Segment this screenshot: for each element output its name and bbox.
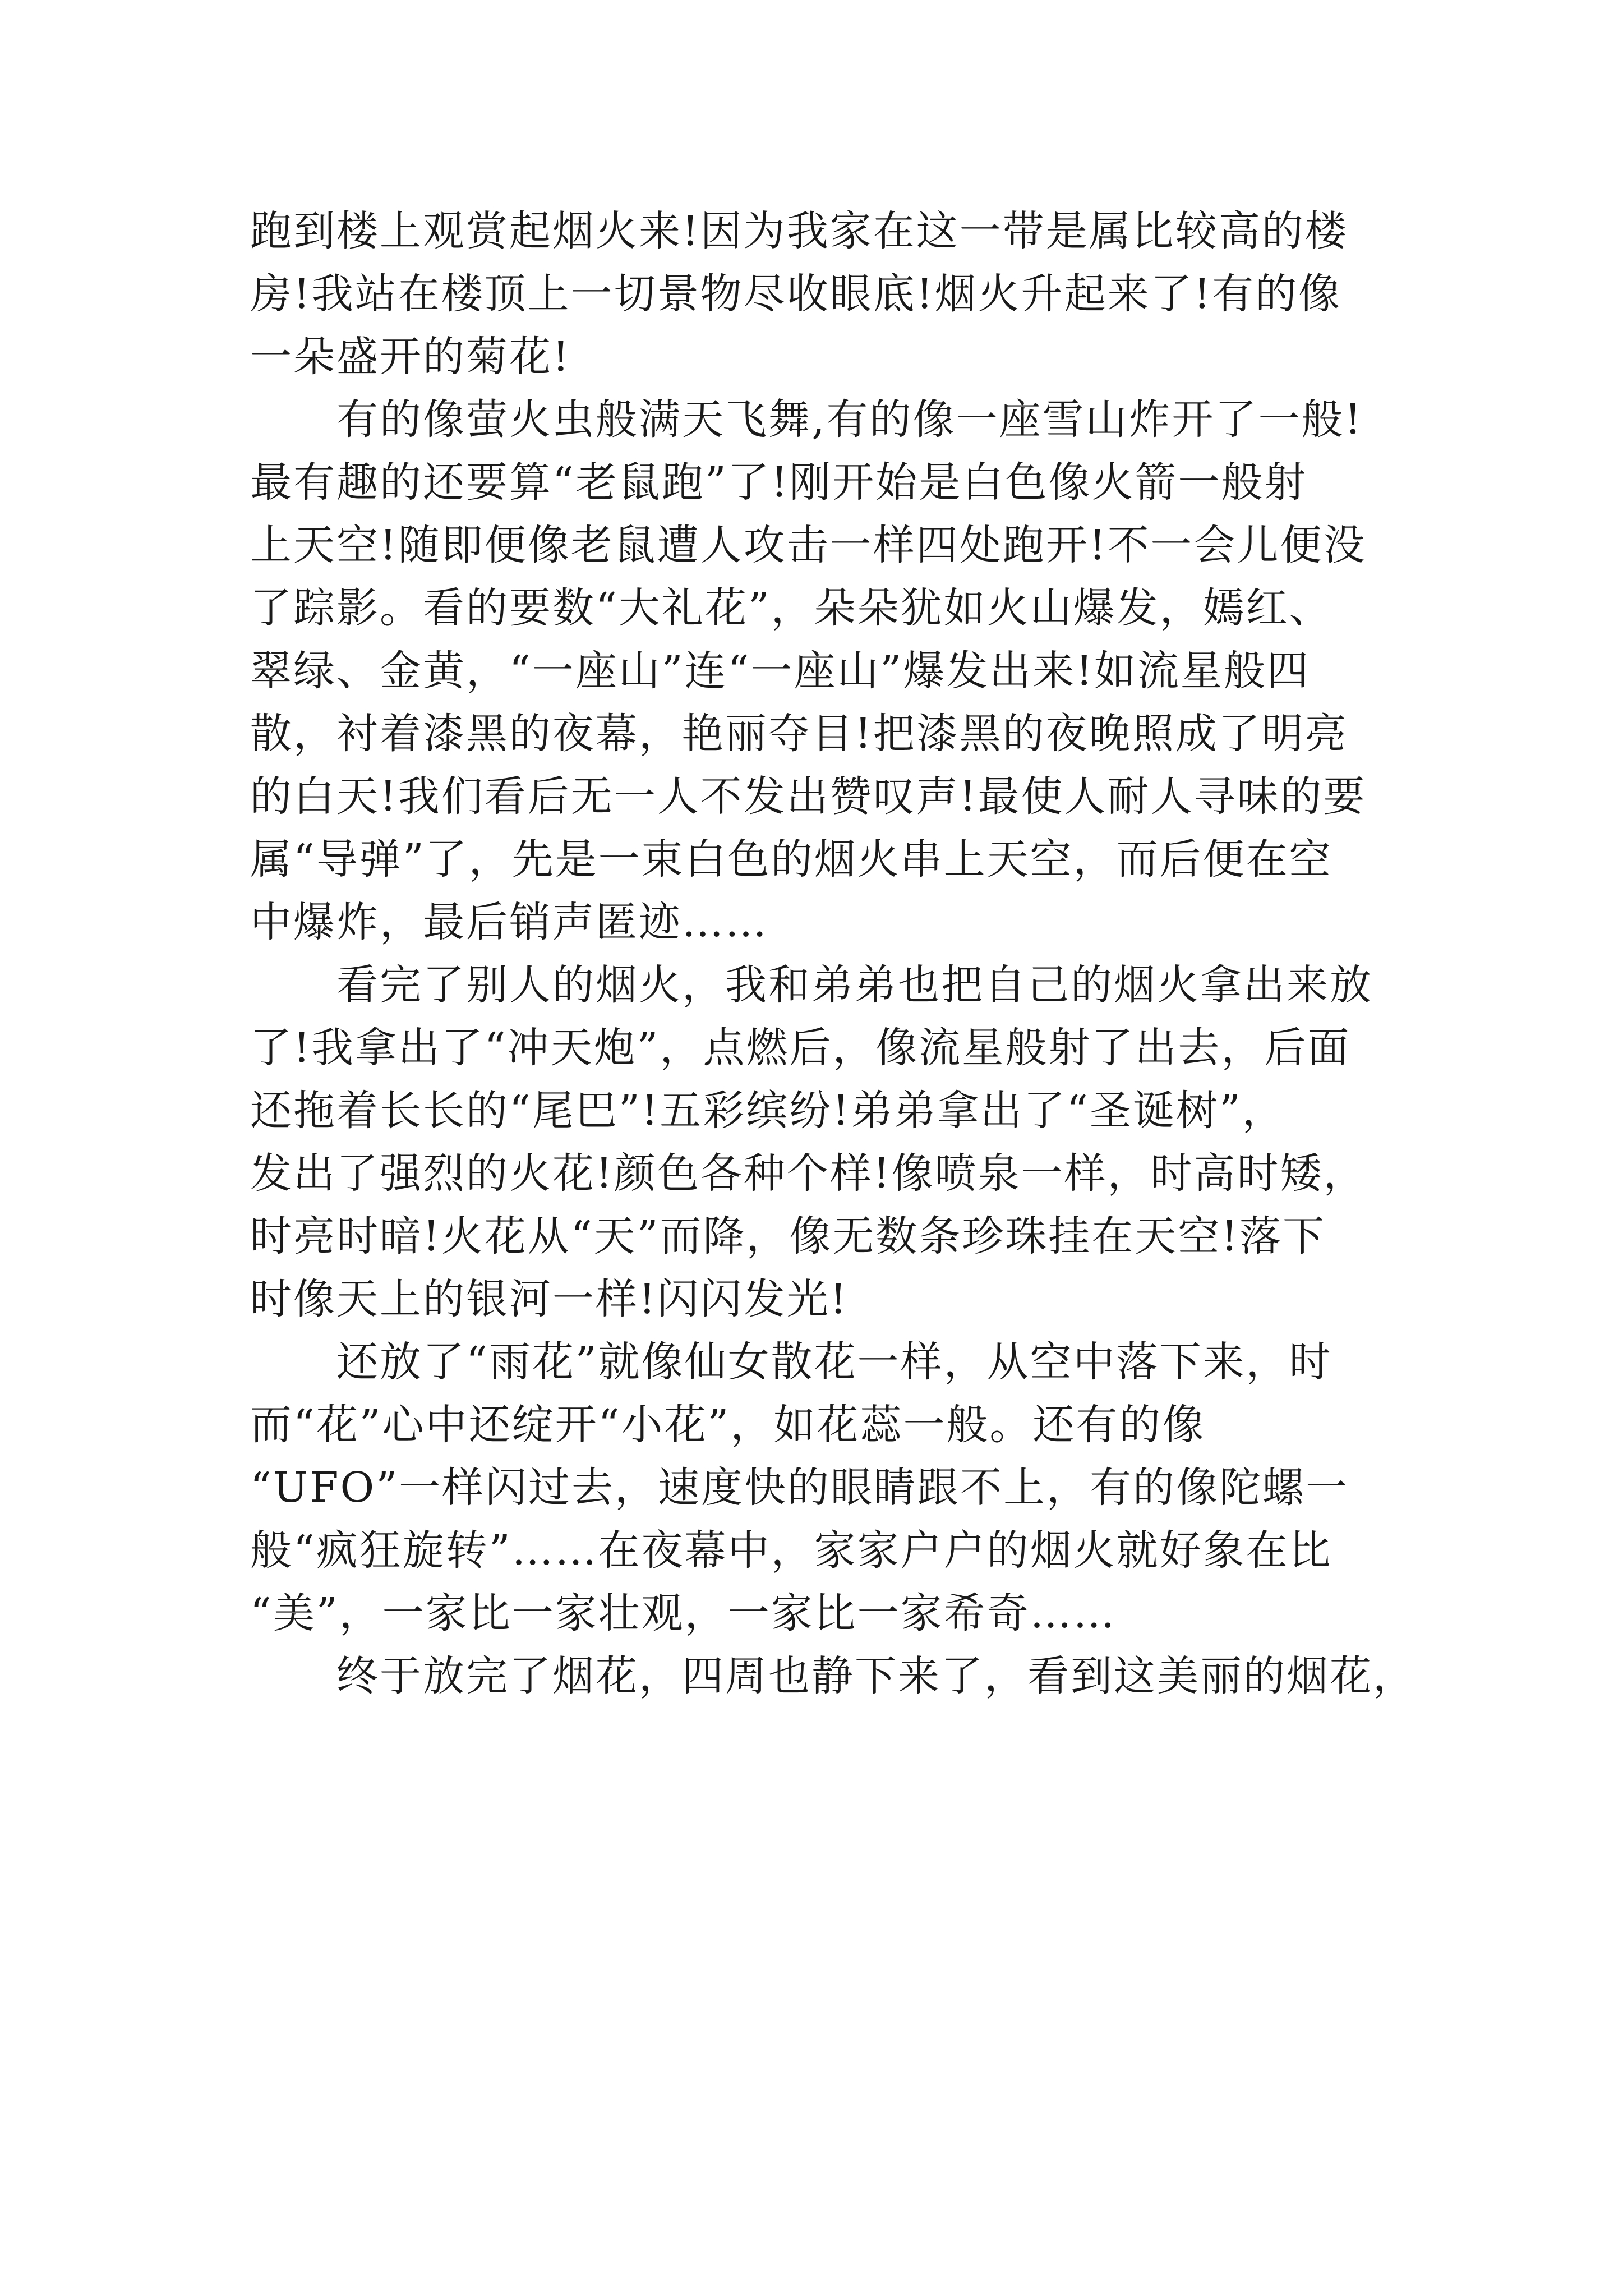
text-line: 时像天上的银河一样!闪闪发光! [250, 1275, 849, 1323]
text-line: 属“导弹”了，先是一束白色的烟火串上天空，而后便在空 [250, 835, 1332, 884]
text-line: 最有趣的还要算“老鼠跑”了!刚开始是白色像火箭一般射 [250, 458, 1308, 507]
paragraph [250, 200, 1400, 388]
paragraph [250, 1645, 1416, 1708]
text-line: 上天空!随即便像老鼠遭人攻击一样四处跑开!不一会儿便没 [250, 521, 1367, 569]
text-line: 翠绿、金黄，“一座山”连“一座山”爆发出来!如流星般四 [250, 647, 1311, 695]
text-line: 看完了别人的烟火，我和弟弟也把自己的烟火拿出来放 [250, 961, 1373, 1009]
text-line: 中爆炸，最后销声匿迹…… [250, 898, 768, 946]
text-line: 散，衬着漆黑的夜幕，艳丽夺目!把漆黑的夜晚照成了明亮 [250, 710, 1348, 758]
text-line: 房!我站在楼顶上一切景物尽收眼底!烟火升起来了!有的像 [250, 270, 1342, 318]
paragraph [250, 954, 1400, 1331]
text-line: 有的像萤火虫般满天飞舞,有的像一座雪山炸开了一般! [250, 395, 1363, 444]
text-line: 跑到楼上观赏起烟火来!因为我家在这一带是属比较高的楼 [250, 207, 1348, 255]
text-line: 一朵盛开的菊花! [250, 333, 571, 381]
text-line: 终于放完了烟花，四周也静下来了，看到这美丽的烟花， [250, 1652, 1416, 1700]
text-line: 发出了强烈的火花!颜色各种个样!像喷泉一样，时高时矮， [250, 1149, 1367, 1198]
text-line: 还放了“雨花”就像仙女散花一样，从空中落下来，时 [250, 1338, 1332, 1386]
text-line: 了!我拿出了“冲天炮”，点燃后，像流星般射了出去，后面 [250, 1024, 1351, 1072]
text-line: 时亮时暗!火花从“天”而降，像无数条珍珠挂在天空!落下 [250, 1212, 1326, 1260]
text-line: “美”，一家比一家壮观，一家比一家希奇…… [250, 1589, 1117, 1637]
text-line: 了踪影。看的要数“大礼花”，朵朵犹如火山爆发，嫣红、 [250, 584, 1332, 632]
paragraph [250, 1331, 1400, 1645]
text-line: 的白天!我们看后无一人不发出赞叹声!最使人耐人寻味的要 [250, 772, 1367, 821]
text-line: 还拖着长长的“尾巴”!五彩缤纷!弟弟拿出了“圣诞树”， [250, 1087, 1285, 1135]
document-body [250, 200, 1416, 1708]
text-line: 而“花”心中还绽开“小花”，如花蕊一般。还有的像 [250, 1401, 1206, 1449]
paragraph [250, 388, 1400, 954]
text-line: “UFO”一样闪过去，速度快的眼睛跟不上，有的像陀螺一 [250, 1464, 1349, 1512]
text-line: 般“疯狂旋转”……在夜幕中，家家户户的烟火就好象在比 [250, 1526, 1332, 1575]
